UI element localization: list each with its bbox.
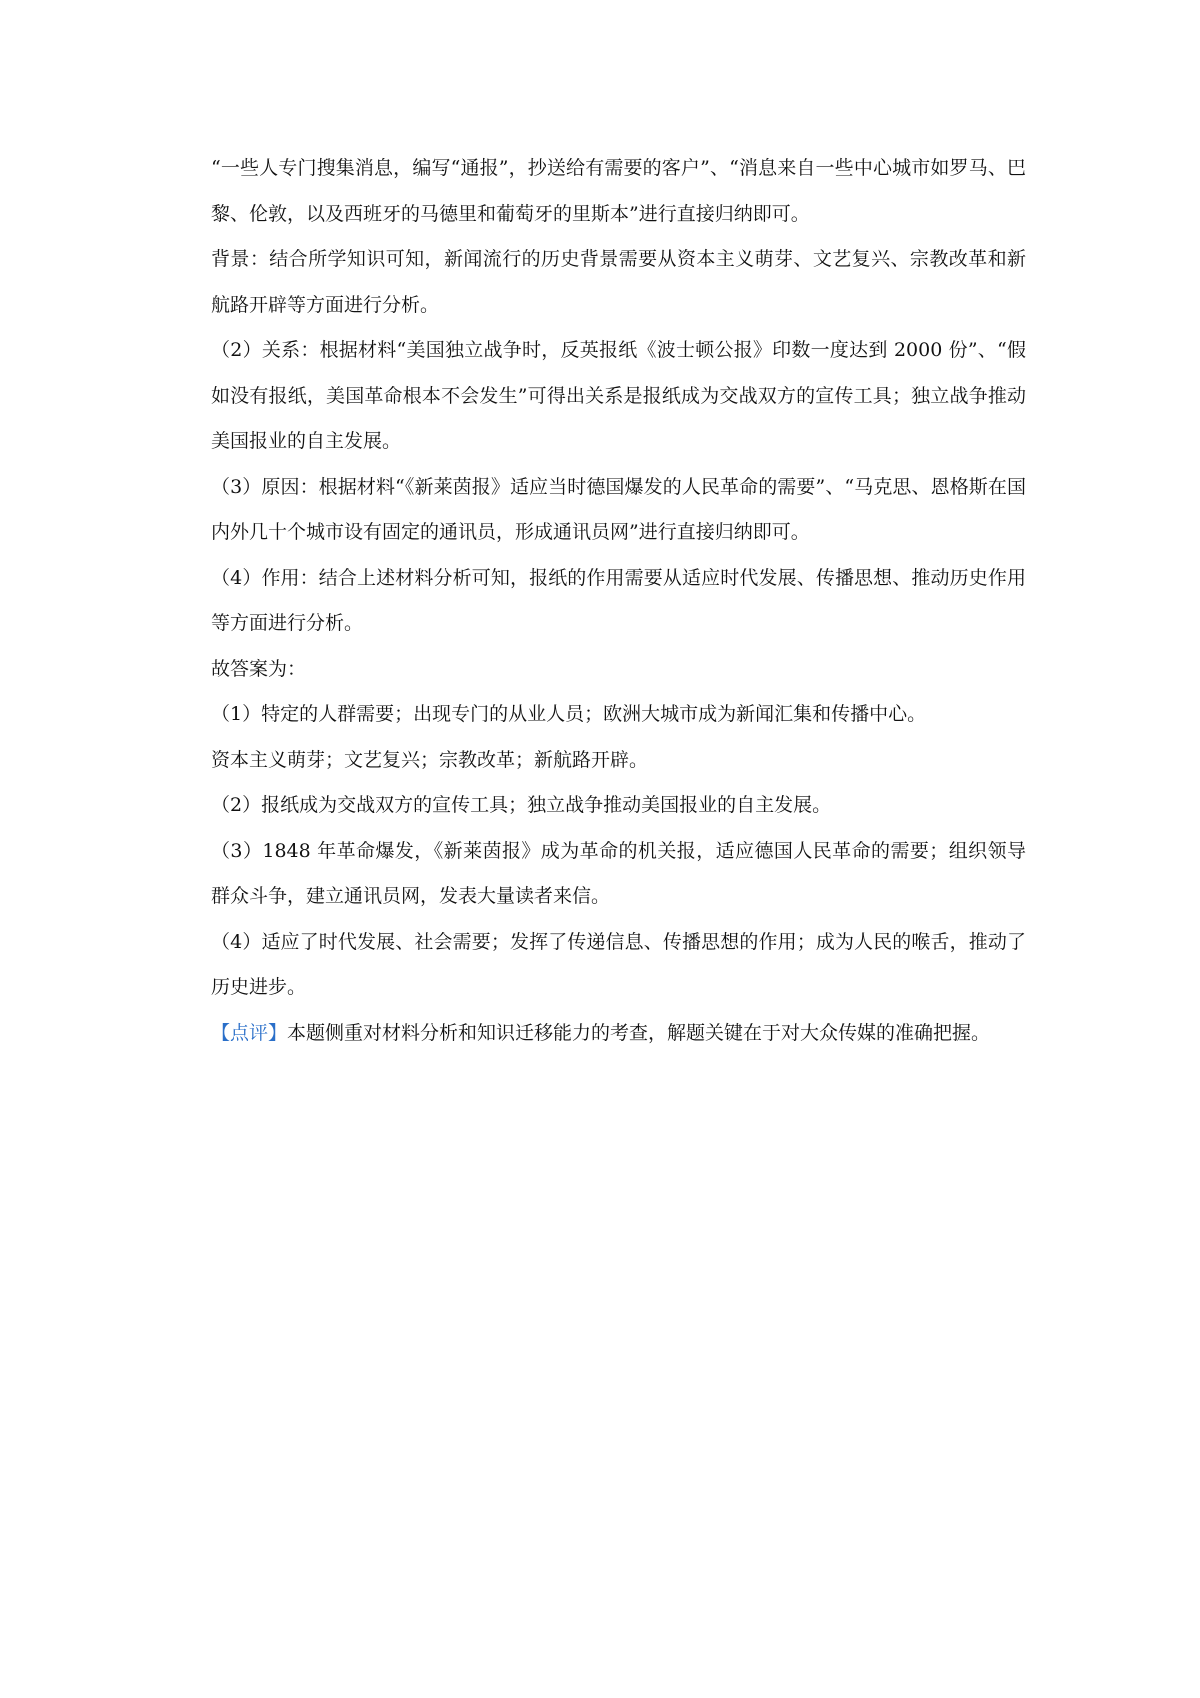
paragraph-reason: （3）原因：根据材料“《新莱茵报》适应当时德国爆发的人民革命的需要”、“马克思、恩格斯在国内外几十个城市设有固定的通讯员，形成通讯员网”进行直接归纳即可。 [211,475,1026,543]
answer-4: （4）适应了时代发展、社会需要；发挥了传递信息、传播思想的作用；成为人民的喉舌，推动了历史进步。 [211,930,1026,998]
paragraph-relationship: （2）关系：根据材料“美国独立战争时，反英报纸《波士顿公报》印数一度达到 2000 份”、“假如没有报纸，美国革命根本不会发生”可得出关系是报纸成为交战双方的宣传工具；独立战争推动美国报业的自主发展。 [211,339,1026,452]
answer-heading: 故答案为： [211,657,307,680]
review-text: 本题侧重对材料分析和知识迁移能力的考查，解题关键在于对大众传媒的准确把握。 [287,1021,991,1044]
answer-1: （1）特定的人群需要；出现专门的从业人员；欧洲大城市成为新闻汇集和传播中心。 [211,703,927,725]
paragraph-background: 背景：结合所学知识可知，新闻流行的历史背景需要从资本主义萌芽、文艺复兴、宗教改革和新航路开辟等方面进行分析。 [211,248,1026,316]
answer-2: （2）报纸成为交战双方的宣传工具；独立战争推动美国报业的自主发展。 [211,794,832,816]
paragraph-function: （4）作用：结合上述材料分析可知，报纸的作用需要从适应时代发展、传播思想、推动历史作用等方面进行分析。 [211,566,1026,634]
review-tag: 【点评】 [211,1021,288,1044]
answer-3: （3）1848 年革命爆发，《新莱茵报》成为革命的机关报，适应德国人民革命的需要；组织领导群众斗争，建立通讯员网，发表大量读者来信。 [211,839,1026,907]
paragraph-material-summary: “一些人专门搜集消息，编写“通报”，抄送给有需要的客户”、“消息来自一些中心城市如罗马、巴黎、伦敦，以及西班牙的马德里和葡萄牙的里斯本”进行直接归纳即可。 [211,157,1026,225]
answer-explanation [211,146,1026,1056]
review-paragraph [211,1011,1026,1057]
answer-1-background: 资本主义萌芽；文艺复兴；宗教改革；新航路开辟。 [211,748,649,771]
